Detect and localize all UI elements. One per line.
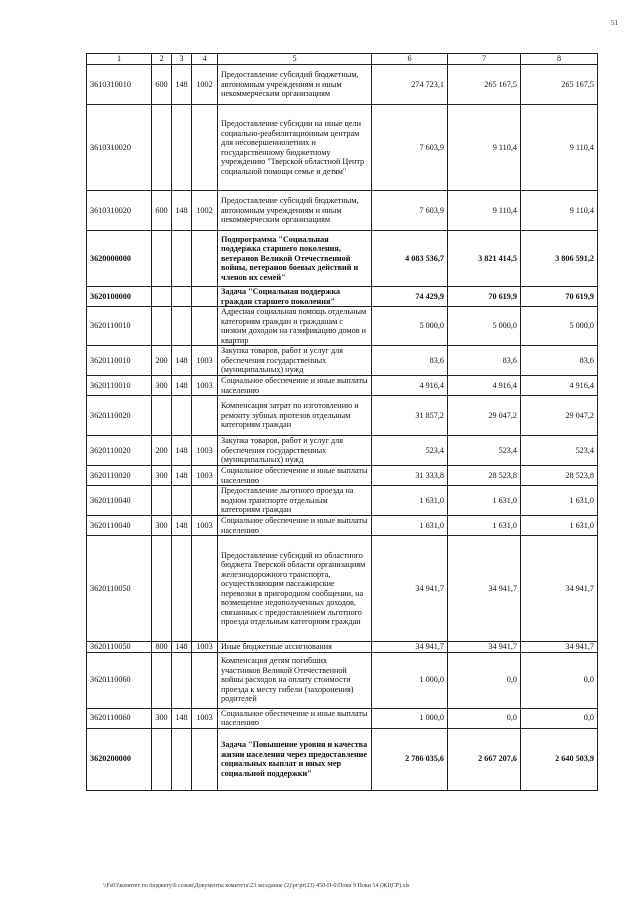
name-cell: Социальное обеспечение и иные выплаты населению [218, 516, 372, 536]
code-cell: 3620110020 [87, 436, 152, 466]
section-cell [192, 486, 218, 516]
code-cell: 3620110060 [87, 652, 152, 708]
budget-table-container [86, 53, 598, 791]
code-cell: 3620200000 [87, 728, 152, 790]
code-cell: 3620110040 [87, 516, 152, 536]
section-cell [192, 728, 218, 790]
page-number: 51 [611, 19, 618, 27]
table-row [87, 642, 598, 653]
amount-2021-cell: 4 083 536,7 [372, 231, 448, 287]
name-cell: Социальное обеспечение и иные выплаты населению [218, 466, 372, 486]
header-cell: 7 [448, 54, 521, 65]
amount-2023-cell: 70 619,9 [521, 287, 598, 307]
ministry-cell: 148 [172, 516, 192, 536]
amount-2023-cell: 0,0 [521, 708, 598, 728]
table-row [87, 287, 598, 307]
header-cell: 3 [172, 54, 192, 65]
ministry-cell: 148 [172, 191, 192, 231]
amount-2023-cell: 28 523,8 [521, 466, 598, 486]
table-row [87, 65, 598, 105]
amount-2022-cell: 1 631,0 [448, 516, 521, 536]
code-cell: 3620110050 [87, 642, 152, 653]
type-cell [152, 396, 172, 436]
code-cell: 3620110010 [87, 307, 152, 346]
amount-2021-cell: 31 333,8 [372, 466, 448, 486]
file-path-footer: \\Fs03\комитет по бюджету\6 созыв\Документы комитета\23 заседание (2)\pr\pr(23) 450-П-6\Поки 9 Поки 14 (ЖЦСР).xls [103, 883, 410, 889]
section-cell: 1003 [192, 642, 218, 653]
table-row [87, 191, 598, 231]
amount-2021-cell: 5 000,0 [372, 307, 448, 346]
amount-2022-cell: 29 047,2 [448, 396, 521, 436]
table-row [87, 231, 598, 287]
column-number-row [87, 54, 598, 65]
type-cell: 800 [152, 642, 172, 653]
table-row [87, 652, 598, 708]
amount-2022-cell: 9 110,4 [448, 191, 521, 231]
name-cell: Предоставление льготного проезда на водном транспорте отдельным категориям граждан [218, 486, 372, 516]
section-cell: 1003 [192, 436, 218, 466]
section-cell [192, 105, 218, 191]
name-cell: Задача "Повышение уровня и качества жизни населения через предоставление социальных выплат и иных мер социальной поддержки" [218, 728, 372, 790]
amount-2022-cell: 4 916,4 [448, 376, 521, 396]
budget-table [86, 53, 598, 791]
table-row [87, 466, 598, 486]
type-cell: 300 [152, 708, 172, 728]
code-cell: 3620110020 [87, 396, 152, 436]
section-cell [192, 307, 218, 346]
type-cell: 600 [152, 191, 172, 231]
ministry-cell [172, 307, 192, 346]
ministry-cell: 148 [172, 436, 192, 466]
section-cell: 1003 [192, 708, 218, 728]
code-cell: 3620110020 [87, 466, 152, 486]
code-cell: 3620110060 [87, 708, 152, 728]
ministry-cell: 148 [172, 466, 192, 486]
amount-2022-cell: 9 110,4 [448, 105, 521, 191]
type-cell [152, 728, 172, 790]
ministry-cell: 148 [172, 642, 192, 653]
name-cell: Закупка товаров, работ и услуг для обеспечения государственных (муниципальных) нужд [218, 436, 372, 466]
amount-2021-cell: 7 603,9 [372, 105, 448, 191]
table-row [87, 486, 598, 516]
amount-2021-cell: 34 941,7 [372, 536, 448, 642]
section-cell: 1002 [192, 65, 218, 105]
name-cell: Компенсация детям погибших участников Великой Отечественной войны расходов на оплату стоимости проезда к месту гибели (захоронения) родителей [218, 652, 372, 708]
name-cell: Предоставление субсидий бюджетным, автономным учреждениям и иным некоммерческим организациям [218, 65, 372, 105]
code-cell: 3610310020 [87, 105, 152, 191]
type-cell: 300 [152, 466, 172, 486]
table-row [87, 376, 598, 396]
amount-2021-cell: 83,6 [372, 346, 448, 376]
amount-2021-cell: 1 631,0 [372, 516, 448, 536]
amount-2022-cell: 0,0 [448, 708, 521, 728]
code-cell: 3620110040 [87, 486, 152, 516]
ministry-cell [172, 287, 192, 307]
type-cell [152, 536, 172, 642]
amount-2022-cell: 5 000,0 [448, 307, 521, 346]
ministry-cell: 148 [172, 376, 192, 396]
amount-2021-cell: 1 000,0 [372, 652, 448, 708]
section-cell [192, 287, 218, 307]
amount-2022-cell: 523,4 [448, 436, 521, 466]
code-cell: 3620110050 [87, 536, 152, 642]
code-cell: 3620110010 [87, 376, 152, 396]
amount-2023-cell: 523,4 [521, 436, 598, 466]
amount-2023-cell: 9 110,4 [521, 191, 598, 231]
amount-2021-cell: 523,4 [372, 436, 448, 466]
ministry-cell [172, 231, 192, 287]
ministry-cell [172, 728, 192, 790]
ministry-cell: 148 [172, 346, 192, 376]
amount-2023-cell: 4 916,4 [521, 376, 598, 396]
section-cell: 1003 [192, 376, 218, 396]
table-row [87, 516, 598, 536]
table-row [87, 436, 598, 466]
table-row [87, 346, 598, 376]
name-cell: Адресная социальная помощь отдельным категориям граждан и гражданам с низким доходом на газификацию домов и квартир [218, 307, 372, 346]
amount-2022-cell: 83,6 [448, 346, 521, 376]
type-cell [152, 287, 172, 307]
ministry-cell: 148 [172, 708, 192, 728]
section-cell [192, 231, 218, 287]
ministry-cell: 148 [172, 65, 192, 105]
amount-2023-cell: 1 631,0 [521, 486, 598, 516]
name-cell: Предоставление субсидий из областного бюджета Тверской области организациям железнодорожного транспорта, осуществляющим пассажирские перевозки в пригородном сообщении, на возмещение недополученных доходов, связанных с предоставлением льготного проезда отдельным категориям граждан [218, 536, 372, 642]
amount-2023-cell: 29 047,2 [521, 396, 598, 436]
section-cell: 1003 [192, 516, 218, 536]
amount-2021-cell: 4 916,4 [372, 376, 448, 396]
amount-2021-cell: 74 429,9 [372, 287, 448, 307]
name-cell: Компенсация затрат по изготовлению и ремонту зубных протезов отдельным категориям граждан [218, 396, 372, 436]
table-row [87, 536, 598, 642]
section-cell [192, 396, 218, 436]
type-cell [152, 307, 172, 346]
amount-2022-cell: 1 631,0 [448, 486, 521, 516]
amount-2023-cell: 3 806 591,2 [521, 231, 598, 287]
code-cell: 3620000000 [87, 231, 152, 287]
table-row [87, 105, 598, 191]
header-cell: 5 [218, 54, 372, 65]
name-cell: Иные бюджетные ассигнования [218, 642, 372, 653]
amount-2022-cell: 34 941,7 [448, 536, 521, 642]
header-cell: 4 [192, 54, 218, 65]
ministry-cell [172, 105, 192, 191]
amount-2021-cell: 1 631,0 [372, 486, 448, 516]
type-cell: 600 [152, 65, 172, 105]
amount-2021-cell: 34 941,7 [372, 642, 448, 653]
header-cell: 1 [87, 54, 152, 65]
section-cell [192, 536, 218, 642]
type-cell: 200 [152, 436, 172, 466]
amount-2023-cell: 2 640 503,9 [521, 728, 598, 790]
type-cell: 300 [152, 516, 172, 536]
name-cell: Задача "Социальная поддержка граждан старшего поколения" [218, 287, 372, 307]
amount-2022-cell: 265 167,5 [448, 65, 521, 105]
amount-2022-cell: 3 821 414,5 [448, 231, 521, 287]
name-cell: Предоставление субсидии на иные цели социально-реабилитационным центрам для несовершеннолетних и государственному бюджетному учреждению "Тверской областной Центр социальной помощи семье и детям" [218, 105, 372, 191]
name-cell: Предоставление субсидий бюджетным, автономным учреждениям и иным некоммерческим организациям [218, 191, 372, 231]
type-cell [152, 652, 172, 708]
header-cell: 6 [372, 54, 448, 65]
type-cell [152, 231, 172, 287]
name-cell: Закупка товаров, работ и услуг для обеспечения государственных (муниципальных) нужд [218, 346, 372, 376]
ministry-cell [172, 486, 192, 516]
amount-2022-cell: 70 619,9 [448, 287, 521, 307]
header-cell: 2 [152, 54, 172, 65]
amount-2021-cell: 31 857,2 [372, 396, 448, 436]
section-cell: 1002 [192, 191, 218, 231]
table-row [87, 728, 598, 790]
amount-2021-cell: 2 786 035,6 [372, 728, 448, 790]
type-cell: 200 [152, 346, 172, 376]
amount-2022-cell: 2 667 207,6 [448, 728, 521, 790]
code-cell: 3620110010 [87, 346, 152, 376]
name-cell: Подпрограмма "Социальная поддержка старшего поколения, ветеранов Великой Отечественной войны, ветеранов боевых действий и членов их семей" [218, 231, 372, 287]
amount-2022-cell: 0,0 [448, 652, 521, 708]
type-cell [152, 486, 172, 516]
header-cell: 8 [521, 54, 598, 65]
amount-2022-cell: 34 941,7 [448, 642, 521, 653]
amount-2023-cell: 0,0 [521, 652, 598, 708]
amount-2021-cell: 7 603,9 [372, 191, 448, 231]
ministry-cell [172, 652, 192, 708]
amount-2023-cell: 34 941,7 [521, 536, 598, 642]
code-cell: 3620100000 [87, 287, 152, 307]
table-row [87, 708, 598, 728]
section-cell: 1003 [192, 346, 218, 376]
table-row [87, 307, 598, 346]
name-cell: Социальное обеспечение и иные выплаты населению [218, 376, 372, 396]
amount-2023-cell: 83,6 [521, 346, 598, 376]
amount-2023-cell: 5 000,0 [521, 307, 598, 346]
type-cell: 300 [152, 376, 172, 396]
section-cell: 1003 [192, 466, 218, 486]
amount-2021-cell: 274 723,1 [372, 65, 448, 105]
ministry-cell [172, 396, 192, 436]
amount-2023-cell: 34 941,7 [521, 642, 598, 653]
ministry-cell [172, 536, 192, 642]
section-cell [192, 652, 218, 708]
type-cell [152, 105, 172, 191]
amount-2023-cell: 265 167,5 [521, 65, 598, 105]
name-cell: Социальное обеспечение и иные выплаты населению [218, 708, 372, 728]
amount-2022-cell: 28 523,8 [448, 466, 521, 486]
table-row [87, 396, 598, 436]
amount-2023-cell: 1 631,0 [521, 516, 598, 536]
amount-2021-cell: 1 000,0 [372, 708, 448, 728]
code-cell: 3610310020 [87, 191, 152, 231]
amount-2023-cell: 9 110,4 [521, 105, 598, 191]
code-cell: 3610310010 [87, 65, 152, 105]
